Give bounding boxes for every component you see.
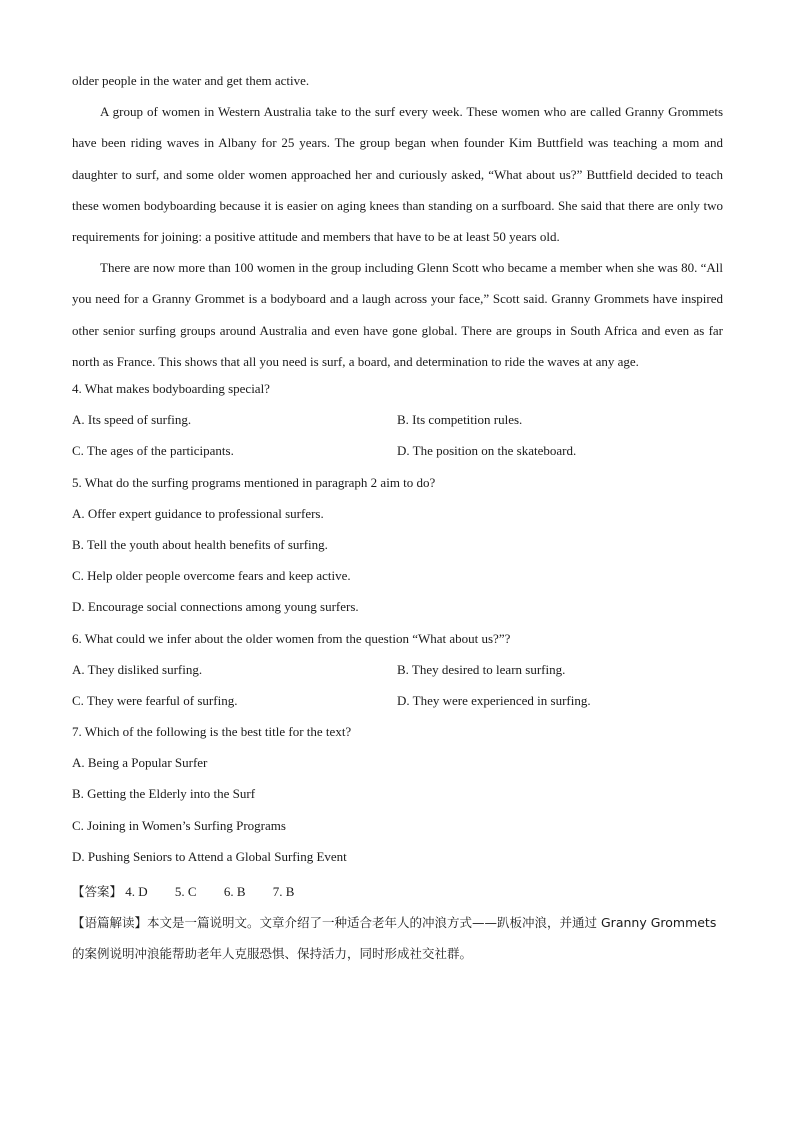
question-5-option-d: D. Encourage social connections among young surfers. <box>72 599 359 615</box>
question-5-stem: 5. What do the surfing programs mentioned in paragraph 2 aim to do? <box>72 474 436 490</box>
question-6-option-c: C. They were fearful of surfing. <box>72 692 238 708</box>
answer-item: 6. B <box>223 884 246 900</box>
answer-item: 5. C <box>174 884 197 900</box>
answer-label: 【答案】 <box>72 884 123 900</box>
answer-item: 4. D <box>125 884 148 900</box>
question-6-option-a: A. They disliked surfing. <box>72 661 203 677</box>
discourse-analysis <box>72 907 723 969</box>
analysis-text: 本文是一篇说明文。文章介绍了一种适合老年人的冲浪方式——趴板冲浪，并通过 Granny Grommets 的案例说明冲浪能帮助老年人克服恐惧、保持活力，同时形成社交社群。 <box>72 915 717 962</box>
question-4-option-b: B. Its competition rules. <box>397 412 523 428</box>
question-5-option-c: C. Help older people overcome fears and keep active. <box>72 568 351 584</box>
question-6-stem: 6. What could we infer about the older women from the question “What about us?”? <box>72 630 511 646</box>
question-4-options-row-2 <box>72 439 723 470</box>
question-6-option-b: B. They desired to learn surfing. <box>397 661 566 677</box>
question-4-option-a: A. Its speed of surfing. <box>72 412 192 428</box>
question-4-option-c: C. The ages of the participants. <box>72 443 234 459</box>
question-7-option-d: D. Pushing Seniors to Attend a Global Surfing Event <box>72 848 347 864</box>
question-6-options-row-1 <box>72 658 723 689</box>
question-7-option-a: A. Being a Popular Surfer <box>72 755 208 771</box>
question-4-option-d: D. The position on the skateboard. <box>397 443 577 459</box>
analysis-label: 【语篇解读】 <box>72 915 148 931</box>
passage-paragraph-1-tail: older people in the water and get them active. <box>72 73 310 88</box>
document-content <box>72 65 723 969</box>
question-7-option-b: B. Getting the Elderly into the Surf <box>72 786 256 802</box>
answer-item: 7. B <box>272 884 295 900</box>
answer-key <box>72 876 723 907</box>
question-4-stem: 4. What makes bodyboarding special? <box>72 381 270 397</box>
question-5-option-b: B. Tell the youth about health benefits of surfing. <box>72 536 328 552</box>
question-6-option-d: D. They were experienced in surfing. <box>397 692 591 708</box>
passage-paragraph-3: There are now more than 100 women in the group including Glenn Scott who became a member when she was 80. “All you need for a Granny Grommet is a bodyboard and a laugh across your face,” Scott said. Granny Grommets have inspired other senior surfing groups around Australia and even have gone global. There are groups in South Africa and even as far north as France. This shows that all you need is surf, a board, and determination to ride the waves at any age. <box>72 260 723 369</box>
question-6-options-row-2 <box>72 689 723 720</box>
question-5-option-a: A. Offer expert guidance to professional surfers. <box>72 505 324 521</box>
question-7-stem: 7. Which of the following is the best title for the text? <box>72 724 352 740</box>
passage-paragraph-2: A group of women in Western Australia take to the surf every week. These women who are called Granny Grommets have been riding waves in Albany for 25 years. The group began when founder Kim Buttfield was teaching a mom and daughter to surf, and some older women approached her and curiously asked, “What about us?” Buttfield decided to teach these women bodyboarding because it is easier on aging knees than standing on a surfboard. She said that there are only two requirements for joining: a positive attitude and members that have to be at least 50 years old. <box>72 104 723 245</box>
question-7-option-c: C. Joining in Women’s Surfing Programs <box>72 817 286 833</box>
question-4-options-row-1 <box>72 408 723 439</box>
